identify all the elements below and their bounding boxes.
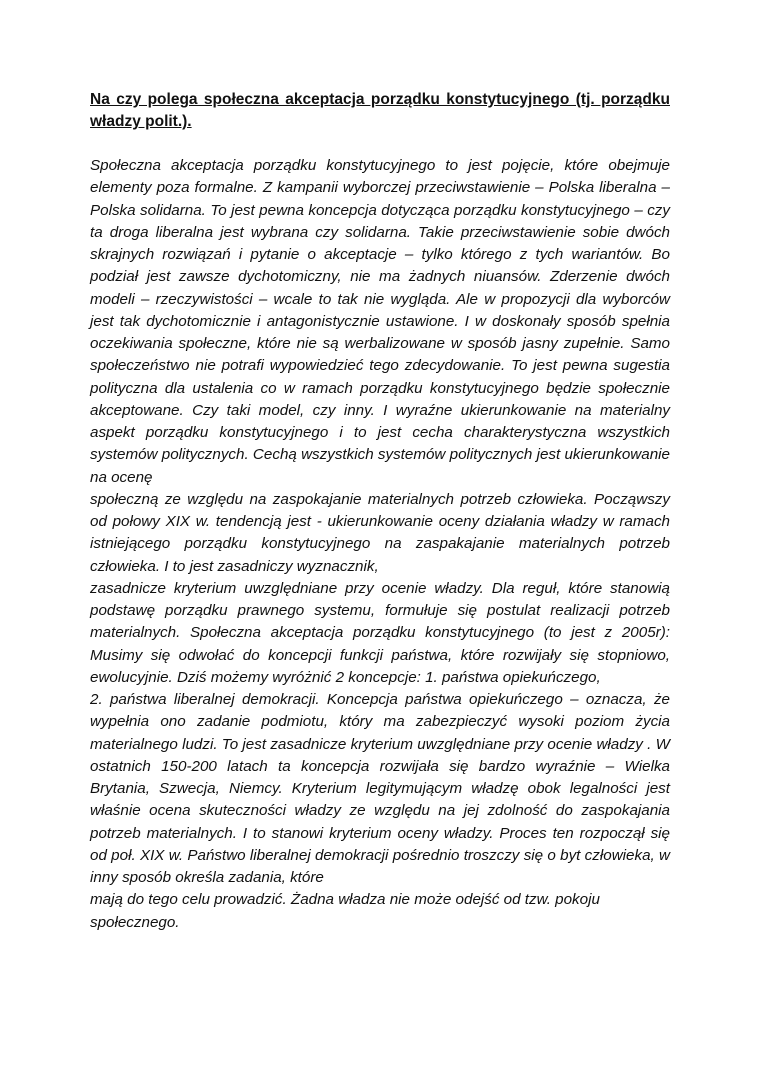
paragraph-5: mają do tego celu prowadzić. Żadna władza nie może odejść od tzw. pokoju społecznego. [90,891,600,931]
document-page [90,89,670,934]
paragraph-2: społeczną ze względu na zaspokajanie materialnych potrzeb człowieka. Począwszy od połowy XIX w. tendencją jest - ukierunkowanie oceny działania władzy w ramach istniejącego porządku konstytucyjnego na zaspakajanie materialnych potrzeb człowieka. I to jest zasadniczy wyznacznik, [90,490,670,575]
document-heading: Na czy polega społeczna akceptacja porządku konstytucyjnego (tj. porządku władzy polit.). [90,91,670,130]
paragraph-3: zasadnicze kryterium uwzględniane przy ocenie władzy. Dla reguł, które stanowią podstawę porządku prawnego systemu, formułuje się postulat realizacji potrzeb materialnych. Społeczna akceptacja porządku konstytucyjnego (to jest z 2005r): Musimy się odwołać do koncepcji funkcji państwa, które rozwijały się stopniowo, ewolucyjnie. Dziś możemy wyróżnić 2 koncepcje: 1. państwa opiekuńczego, [90,579,670,686]
paragraph-4: 2. państwa liberalnej demokracji. Koncepcja państwa opiekuńczego – oznacza, że wypełnia ono zadanie podmiotu, który ma zabezpieczyć wysoki poziom życia materialnego ludzi. To jest zasadnicze kryterium uwzględniane przy ocenie władzy . W ostatnich 150-200 latach ta koncepcja rozwijała się bardzo wyraźnie – Wielka Brytania, Szwecja, Niemcy. Kryterium legitymującym władzę obok legalności jest właśnie ocena skuteczności władzy ze względu na jej zdolność do zaspokajania potrzeb materialnych. I to stanowi kryterium oceny władzy. Proces ten rozpoczął się od poł. XIX w. Państwo liberalnej demokracji pośrednio troszczy się o byt człowieka, w inny sposób określa zadania, które [90,691,670,886]
paragraph-1: Społeczna akceptacja porządku konstytucyjnego to jest pojęcie, które obejmuje elementy poza formalne. Z kampanii wyborczej przeciwstawienie – Polska liberalna – Polska solidarna. To jest pewna koncepcja dotycząca porządku konstytucyjnego – czy ta droga liberalna jest wybrana czy solidarna. Takie przeciwstawienie sobie dwóch skrajnych rozwiązań i pytanie o akceptacje – tylko którego z tych wariantów. Bo podział jest zawsze dychotomiczny, nie ma żadnych niuansów. Zderzenie dwóch modeli – rzeczywistości – wcale to tak nie wygląda. Ale w propozycji dla wyborców jest tak dychotomicznie i antagonistycznie ustawione. I w doskonały sposób spełnia oczekiwania społeczne, które nie są werbalizowane w sposób jasny zupełnie. Samo społeczeństwo nie potrafi wypowiedzieć tego zdecydowanie. To jest pewna sugestia polityczna dla ustalenia co w ramach porządku konstytucyjnego będzie społecznie akceptowane. Czy taki model, czy inny. I wyraźne ukierunkowanie na materialny aspekt porządku konstytucyjnego i to jest cecha charakterystyczna wszystkich systemów politycznych. Cechą wszystkich systemów politycznych jest ukierunkowanie na ocenę [90,157,670,486]
